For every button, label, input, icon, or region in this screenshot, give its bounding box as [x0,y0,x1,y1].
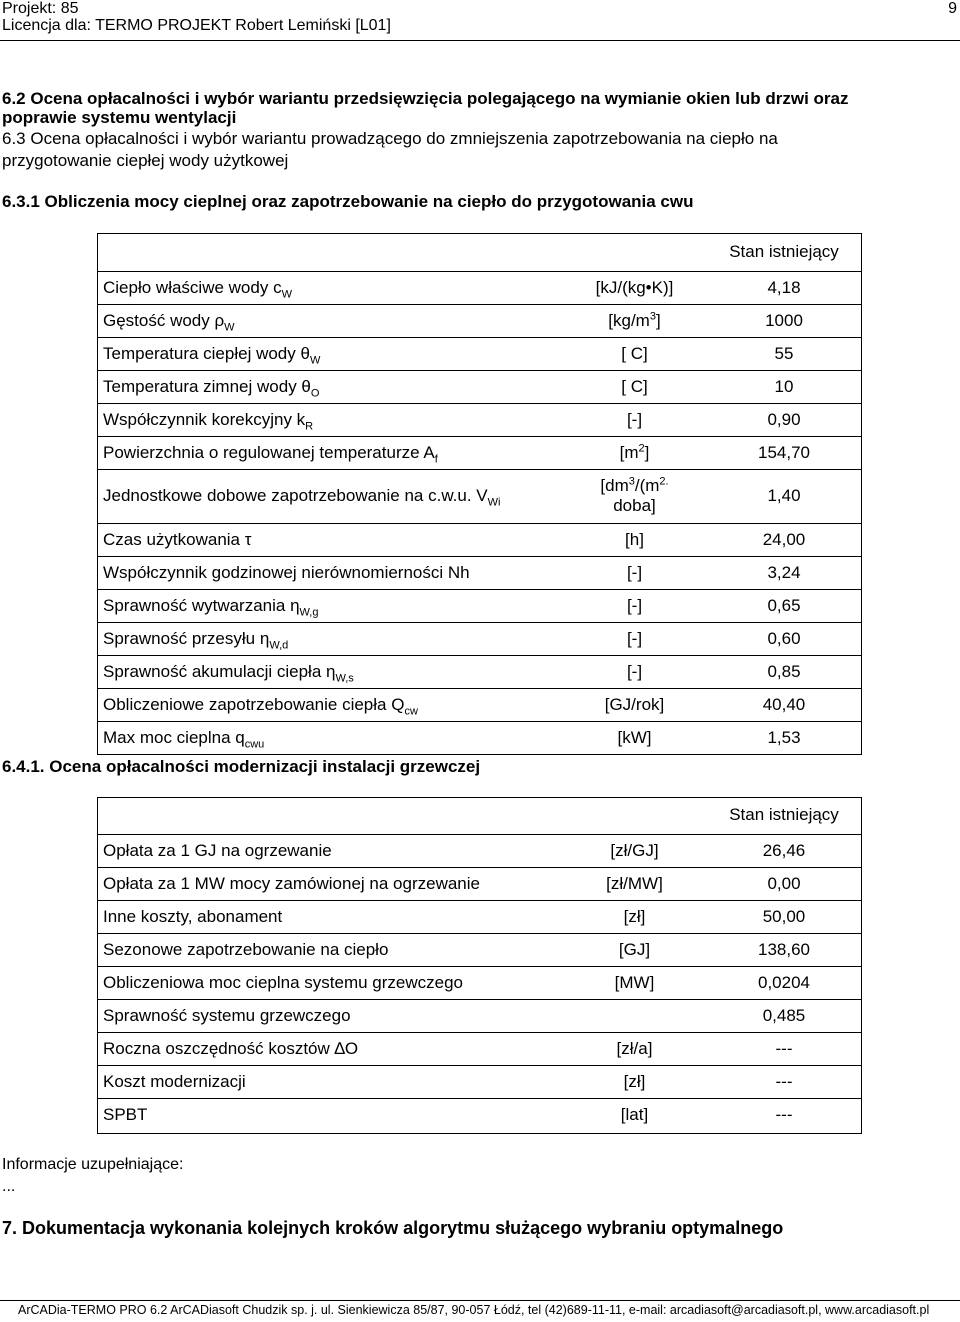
heading-7: 7. Dokumentacja wykonania kolejnych kroków algorytmu służącego wybraniu optymalnego [2,1218,784,1238]
row-unit: [zł] [563,1065,706,1098]
unit-text-line2: doba] [613,496,656,515]
heading-6-3-line1: 6.3 Ocena opłacalności i wybór wariantu prowadzącego do zmniejszenia zapotrzebowania na ciepło na [2,129,778,148]
row-value: 50,00 [706,900,862,933]
row-value: 154,70 [706,436,862,469]
heading-6-2-line2: poprawie systemu wentylacji [2,108,237,127]
unit-text-mid: /(m [634,476,660,495]
row-label-text: Temperatura zimnej wody θ [103,376,311,396]
row-label-text: Obliczeniowe zapotrzebowanie ciepła Q [103,694,405,714]
row-label: Opłata za 1 MW mocy zamówionej na ogrzewanie [97,867,563,900]
heading-6-2-line1: 6.2 Ocena opłacalności i wybór wariantu przedsięwzięcia polegającego na wymianie okien lub drzwi oraz [2,89,849,108]
row-label: Sprawność systemu grzewczego [97,999,563,1032]
unit-superscript: 2 [638,441,645,454]
row-label-subscript: W [281,287,292,300]
unit-text-post: ] [644,442,650,462]
unit-text: [-] [626,409,643,429]
row-label-subscript: R [305,419,314,432]
heading-6-3-1: 6.3.1 Obliczenia mocy cieplnej oraz zapotrzebowanie na ciepło do przygotowania cwu [2,192,694,211]
row-value: 1,40 [706,469,862,523]
row-value: 0,0204 [706,966,862,999]
footer-rule [0,1300,960,1301]
row-label-text: Sprawność przesyłu η [103,628,270,648]
row-label-subscript: cwu [244,738,265,751]
row-value: 0,90 [706,403,862,436]
row-value: 0,485 [706,999,862,1032]
row-unit: [zł/a] [563,1032,706,1065]
unit-text: [-] [626,628,643,648]
row-label-text: Czas użytkowania τ [103,529,252,549]
project-number: Projekt: 85 [2,0,79,17]
row-label-text: Sprawność akumulacji ciepła η [103,661,336,681]
footer-text: ArCADia-TERMO PRO 6.2 ArCADiasoft Chudzik sp. j. ul. Sienkiewicza 85/87, 90-057 Łódź, tel (42)689-11-11, e-mail: arcadiasoft@arcadiasoft.pl, www.arcadiasoft.pl [18,1303,930,1317]
unit-text: [-] [626,562,643,582]
row-label: Inne koszty, abonament [97,900,563,933]
unit-superscript: 3 [628,475,635,488]
row-label-subscript: O [310,386,320,399]
row-label-text: Współczynnik korekcyjny k [103,409,306,429]
page-number: 9 [948,0,957,17]
row-value: 1000 [706,304,862,337]
row-value: 138,60 [706,933,862,966]
row-unit: [zł/MW] [563,867,706,900]
row-label-text: Temperatura ciepłej wody θ [103,343,310,363]
row-value: 4,18 [706,271,862,304]
row-unit: [zł] [563,900,706,933]
row-label-text: Sprawność wytwarzania η [103,595,300,615]
unit-text: [GJ/rok] [604,694,665,714]
row-label: Koszt modernizacji [97,1065,563,1098]
heating-column-header: Stan istniejący [706,797,862,834]
row-label-subscript: f [434,452,438,465]
unit-text-post: ] [655,310,661,330]
row-value: 1,53 [767,727,801,747]
row-label: Sezonowe zapotrzebowanie na ciepło [97,933,563,966]
unit-text: [ C] [621,343,648,363]
header-rule [0,40,960,41]
row-value: 10 [706,370,862,403]
row-unit: [GJ] [563,933,706,966]
row-label-subscript: W,d [269,638,289,651]
unit-superscript-2: 2. [659,475,669,488]
license-text: Licencja dla: TERMO PROJEKT Robert Lemiński [L01] [2,17,391,34]
row-value: 55 [706,337,862,370]
unit-text-pre: [dm [600,476,629,495]
row-label-text: Jednostkowe dobowe zapotrzebowanie na c.w.u. V [103,486,488,505]
row-unit: [MW] [563,966,706,999]
additional-info-label: Informacje uzupełniające: [2,1156,184,1173]
row-label-text: Gęstość wody ρ [103,310,225,330]
row-value: 26,46 [706,834,862,867]
heading-6-4-1: 6.4.1. Ocena opłacalności modernizacji instalacji grzewczej [2,757,481,776]
row-value: --- [775,1104,793,1124]
row-label: Opłata za 1 GJ na ogrzewanie [97,834,563,867]
row-value: --- [706,1032,862,1065]
row-label: SPBT [103,1104,148,1124]
row-unit: [zł/GJ] [563,834,706,867]
row-value: 0,65 [706,589,862,622]
row-value: 40,40 [706,688,862,721]
additional-info-text: ... [2,1178,16,1195]
unit-superscript: 3 [649,309,656,322]
row-label-text: Ciepło właściwe wody c [103,277,282,297]
row-unit: [lat] [620,1104,649,1124]
row-label-subscript: W,s [335,671,354,684]
row-value: 24,00 [706,523,862,556]
heating-table-frame [97,797,862,1134]
row-value: 0,85 [706,655,862,688]
row-value: 3,24 [706,556,862,589]
unit-text: [-] [626,661,643,681]
row-label-subscript: W [224,320,235,333]
unit-text-pre: [m [619,442,639,462]
heading-6-3-line2: przygotowanie ciepłej wody użytkowej [2,151,289,170]
cwu-table-frame [97,233,862,755]
row-label: Roczna oszczędność kosztów ∆O [97,1032,563,1065]
unit-text-pre: [kg/m [608,310,650,330]
row-value: 0,60 [706,622,862,655]
unit-text: [-] [626,595,643,615]
row-label-subscript: Wi [487,496,501,509]
row-label-text: Współczynnik godzinowej nierównomierności Nh [103,562,470,582]
row-value: --- [706,1065,862,1098]
row-label-text: Max moc cieplna q [103,727,245,747]
row-label-subscript: cw [404,704,418,717]
unit-text: [ C] [621,376,648,396]
cwu-column-header: Stan istniejący [706,233,862,271]
row-label-subscript: W,g [299,605,319,618]
row-label-subscript: W [309,353,321,366]
row-value: 0,00 [706,867,862,900]
unit-text: [kJ/(kg•K)] [595,277,674,297]
row-label-text: Powierzchnia o regulowanej temperaturze A [103,442,435,462]
unit-text: [h] [625,529,644,549]
row-label: Obliczeniowa moc cieplna systemu grzewczego [97,966,563,999]
unit-text: [kW] [617,727,652,747]
